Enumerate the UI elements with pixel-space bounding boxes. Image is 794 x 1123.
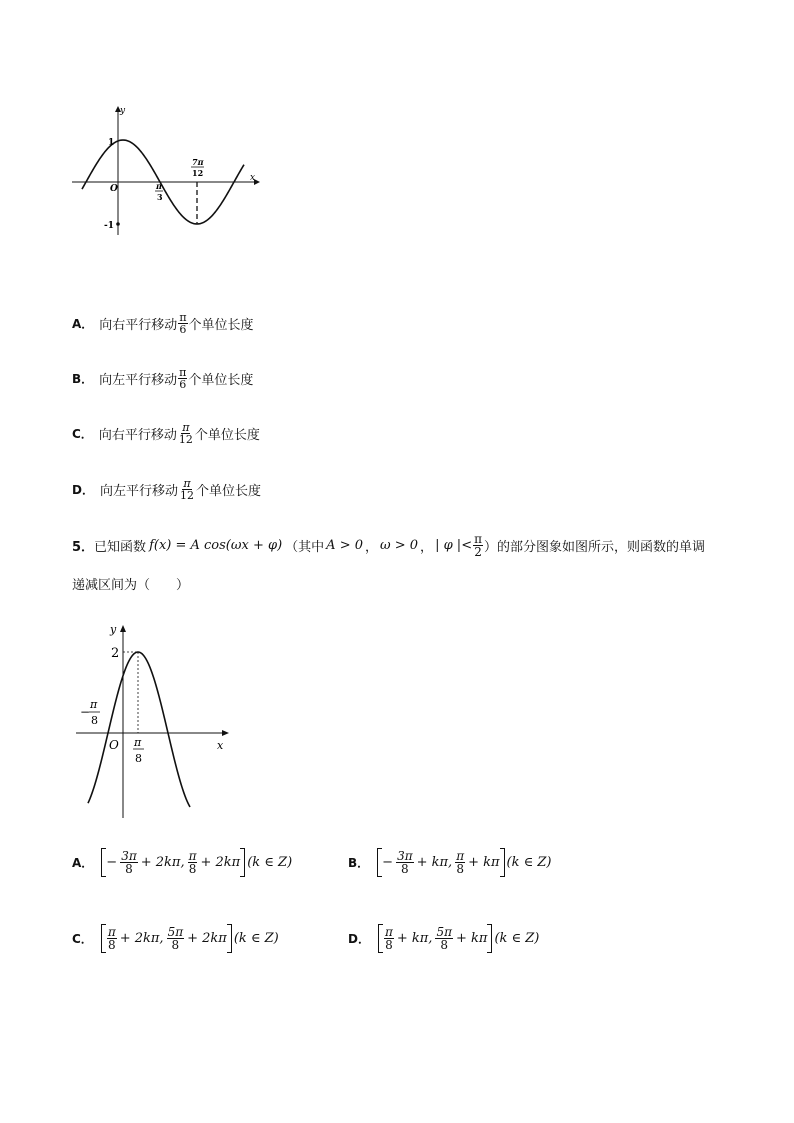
option-prefix: 向左平行移动 (99, 484, 178, 499)
graph2-pos-den: 8 (135, 752, 142, 765)
option-prefix: 向左平行移动 (99, 373, 178, 388)
q5-function: f(x) = A cos(ωx + φ) (149, 538, 283, 553)
option-label: C． (72, 932, 93, 946)
q5-option-c[interactable] (72, 924, 279, 953)
graph2-x-arrow (222, 730, 229, 736)
graph2-cosine-curve (88, 652, 190, 807)
q4-option-b[interactable] (72, 367, 253, 390)
option-label: B． (72, 372, 94, 386)
option-fraction: $\frac{\pi}{12}$ (178, 421, 193, 446)
option-label: C． (72, 427, 93, 441)
option-prefix: 向右平行移动 (99, 318, 178, 333)
q5-text3: ）的部分图象如图所示，则函数的单调 (483, 540, 705, 555)
graph2-origin: O (109, 738, 119, 752)
option-prefix: 向右平行移动 (98, 428, 177, 443)
interval-bracket: $\frac{\pi}{8}$ + kπ, $\frac{5\pi}{8}$ + kπ (378, 924, 492, 953)
graph2-y-arrow (120, 625, 126, 632)
option-condition: (k ∈ Z) (247, 855, 293, 870)
graph1-tick-pi3-num: π (156, 181, 162, 191)
option-condition: (k ∈ Z) (233, 931, 279, 946)
interval-bracket: $\frac{\pi}{8}$ + 2kπ, $\frac{5\pi}{8}$ + 2kπ (101, 924, 232, 953)
graph1-tick-7pi12-den: 12 (192, 168, 204, 178)
option-fraction: $\frac{\pi}{12}$ (179, 477, 194, 502)
graph1-y-bottom: -1 (104, 221, 114, 231)
graph1-x-label: x (250, 173, 256, 183)
option-label: D． (348, 932, 370, 946)
q5-cond-omega: ω > 0 (380, 538, 419, 553)
q4-option-c[interactable] (72, 422, 260, 445)
interval-bracket: − $\frac{3\pi}{8}$ + 2kπ, $\frac{\pi}{8}$ + 2kπ (101, 848, 245, 877)
option-suffix: 个单位长度 (194, 428, 260, 443)
q4-option-a[interactable] (72, 312, 254, 335)
q5-cond-phi: | φ |< (435, 538, 473, 553)
graph1-origin: O (110, 184, 118, 194)
q5-text1: 已知函数 (94, 540, 147, 555)
q5-cond-a: A > 0 (326, 538, 363, 553)
q5-number: 5． (72, 540, 95, 555)
option-suffix: 个单位长度 (195, 484, 261, 499)
graph2-neg-num: π (90, 698, 98, 711)
graph1-tick-7pi12-num: 7π (192, 157, 204, 167)
q5-pi-over-2: $\frac{\pi}{2}$ (474, 532, 482, 559)
option-label: D． (72, 483, 94, 497)
option-label: A． (72, 856, 94, 870)
q4-option-d[interactable] (72, 478, 261, 501)
graph-1 (68, 100, 268, 240)
q5-option-d[interactable] (348, 924, 539, 953)
q5-option-b[interactable] (348, 848, 551, 877)
q5-stem-line1 (72, 533, 705, 558)
graph2-neg-sign: − (80, 705, 91, 719)
graph2-y-max: 2 (111, 646, 120, 661)
q5-sep2: ， (420, 540, 434, 555)
option-fraction: $\frac{\pi}{6}$ (179, 311, 187, 336)
option-condition: (k ∈ Z) (494, 931, 540, 946)
option-suffix: 个单位长度 (188, 373, 254, 388)
graph2-pos-num: π (134, 736, 142, 749)
option-label: A． (72, 317, 94, 331)
graph1-y-top: 1 (108, 138, 115, 148)
option-fraction: $\frac{\pi}{6}$ (179, 366, 187, 391)
option-condition: (k ∈ Z) (506, 855, 552, 870)
option-label: B． (348, 856, 370, 870)
interval-bracket: − $\frac{3\pi}{8}$ + kπ, $\frac{\pi}{8}$ + kπ (377, 848, 504, 877)
option-suffix: 个单位长度 (188, 318, 254, 333)
graph1-y-label: y (120, 106, 126, 116)
graph-2 (72, 618, 242, 823)
graph2-x-label: x (217, 739, 224, 752)
q5-sep1: ， (365, 540, 379, 555)
graph1-tick-pi3-den: 3 (157, 192, 163, 202)
graph1-point-minus1 (116, 222, 120, 226)
graph2-neg-den: 8 (91, 714, 98, 727)
graph2-y-label: y (110, 623, 117, 636)
q5-stem-line2: 递减区间为（ ） (72, 578, 190, 593)
q5-option-a[interactable] (72, 848, 292, 877)
q5-text2: （其中 (285, 540, 325, 555)
